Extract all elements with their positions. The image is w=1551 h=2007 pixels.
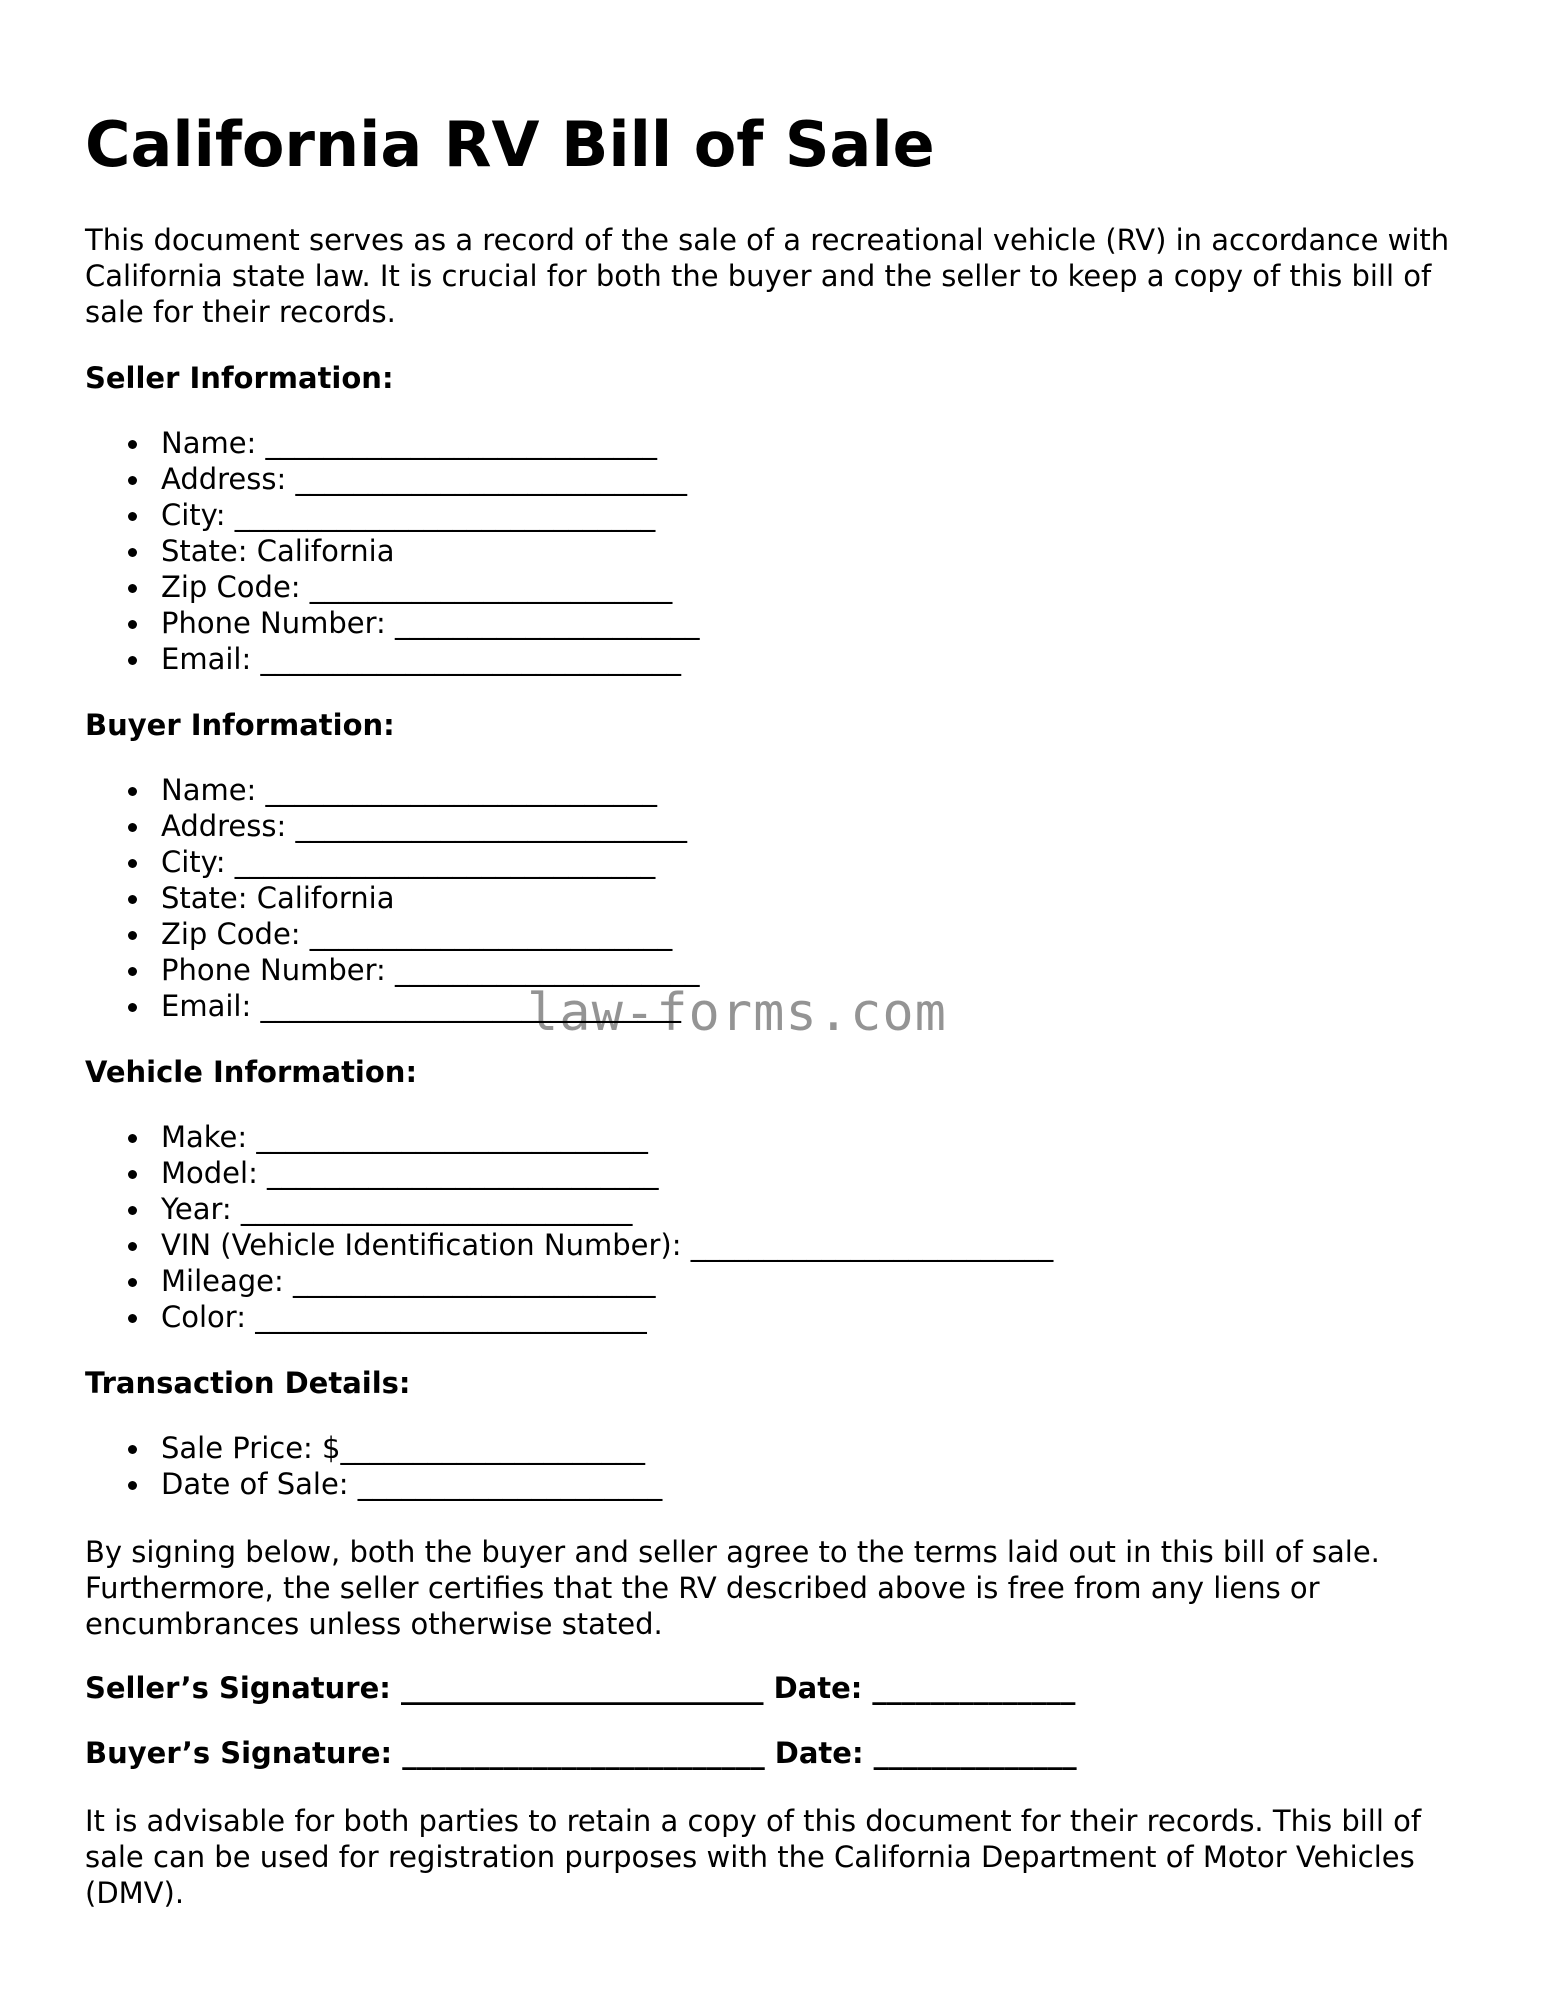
seller-field-list: [85, 425, 700, 677]
form-field-label: State: California: [161, 534, 395, 568]
bullet-icon: [128, 620, 137, 629]
form-field-item: [85, 461, 700, 497]
form-field-item: [85, 569, 700, 605]
closing-paragraph: It is advisable for both parties to retain a copy of this document for their records. This bill of sale can be used for registration purposes with the California Department of Motor Vehicles (DMV).: [85, 1804, 1422, 1910]
bullet-icon: [128, 1003, 137, 1012]
bullet-icon: [128, 440, 137, 449]
seller-heading: Seller Information:: [85, 361, 394, 395]
bullet-icon: [128, 584, 137, 593]
form-field-item: [85, 425, 700, 461]
bullet-icon: [128, 1278, 137, 1287]
form-field-label: Zip Code: _________________________: [161, 570, 673, 604]
bullet-icon: [128, 859, 137, 868]
form-field-item: [85, 1119, 1053, 1155]
bullet-icon: [128, 823, 137, 832]
form-field-label: Phone Number: _____________________: [161, 953, 700, 987]
bullet-icon: [128, 895, 137, 904]
form-field-label: Address: ___________________________: [161, 809, 687, 843]
seller-signature-line: Seller’s Signature: _________________________ Date: ______________: [85, 1671, 1076, 1705]
bullet-icon: [128, 1445, 137, 1454]
buyer-heading: Buyer Information:: [85, 708, 395, 742]
vehicle-heading: Vehicle Information:: [85, 1055, 418, 1089]
bullet-icon: [128, 1481, 137, 1490]
bullet-icon: [128, 967, 137, 976]
bullet-icon: [128, 1170, 137, 1179]
transaction-field-list: [85, 1430, 662, 1502]
form-field-item: [85, 605, 700, 641]
bullet-icon: [128, 1134, 137, 1143]
form-field-item: [85, 1430, 662, 1466]
form-field-label: Sale Price: $_____________________: [161, 1431, 645, 1465]
bullet-icon: [128, 656, 137, 665]
form-field-item: [85, 1466, 662, 1502]
form-field-label: Mileage: _________________________: [161, 1264, 656, 1298]
vehicle-field-list: [85, 1119, 1053, 1335]
bullet-icon: [128, 931, 137, 940]
form-field-label: Name: ___________________________: [161, 426, 658, 460]
form-field-label: Phone Number: _____________________: [161, 606, 700, 640]
form-field-label: Make: ___________________________: [161, 1120, 648, 1154]
bullet-icon: [128, 548, 137, 557]
bullet-icon: [128, 476, 137, 485]
form-field-label: City: _____________________________: [161, 845, 656, 879]
form-field-label: Zip Code: _________________________: [161, 917, 673, 951]
buyer-signature-line: Buyer’s Signature: _________________________ Date: ______________: [85, 1736, 1077, 1770]
form-field-label: Email: _____________________________: [161, 989, 681, 1023]
intro-paragraph: This document serves as a record of the sale of a recreational vehicle (RV) in accordance with California state law. It is crucial for both the buyer and the seller to keep a copy of this bill of sale for their records.: [85, 223, 1450, 329]
form-field-item: [85, 880, 700, 916]
bullet-icon: [128, 787, 137, 796]
bullet-icon: [128, 1206, 137, 1215]
form-field-item: [85, 772, 700, 808]
form-field-item: [85, 1263, 1053, 1299]
form-field-label: Year: ___________________________: [161, 1192, 633, 1226]
form-field-label: City: _____________________________: [161, 498, 656, 532]
form-field-item: [85, 916, 700, 952]
form-field-label: Color: ___________________________: [161, 1300, 647, 1334]
watermark: law-forms.com: [527, 983, 947, 1043]
transaction-heading: Transaction Details:: [85, 1366, 411, 1400]
agreement-paragraph: By signing below, both the buyer and seller agree to the terms laid out in this bill of sale. Furthermore, the seller certifies that the RV described above is free from any liens or encumbrances unless otherwise stated.: [85, 1535, 1380, 1641]
form-field-item: [85, 844, 700, 880]
form-field-label: Address: ___________________________: [161, 462, 687, 496]
form-field-item: [85, 641, 700, 677]
form-field-item: [85, 497, 700, 533]
form-field-item: [85, 533, 700, 569]
bullet-icon: [128, 1314, 137, 1323]
form-field-label: Email: _____________________________: [161, 642, 681, 676]
form-field-label: Name: ___________________________: [161, 773, 658, 807]
bullet-icon: [128, 1242, 137, 1251]
form-field-item: [85, 1299, 1053, 1335]
form-field-label: Date of Sale: _____________________: [161, 1467, 663, 1501]
form-field-label: VIN (Vehicle Identification Number): _________________________: [161, 1228, 1054, 1262]
form-field-item: [85, 1191, 1053, 1227]
form-field-item: [85, 1155, 1053, 1191]
form-field-label: Model: ___________________________: [161, 1156, 659, 1190]
bullet-icon: [128, 512, 137, 521]
form-field-label: State: California: [161, 881, 395, 915]
form-field-item: [85, 808, 700, 844]
form-field-item: [85, 1227, 1053, 1263]
document-title: California RV Bill of Sale: [85, 108, 935, 181]
